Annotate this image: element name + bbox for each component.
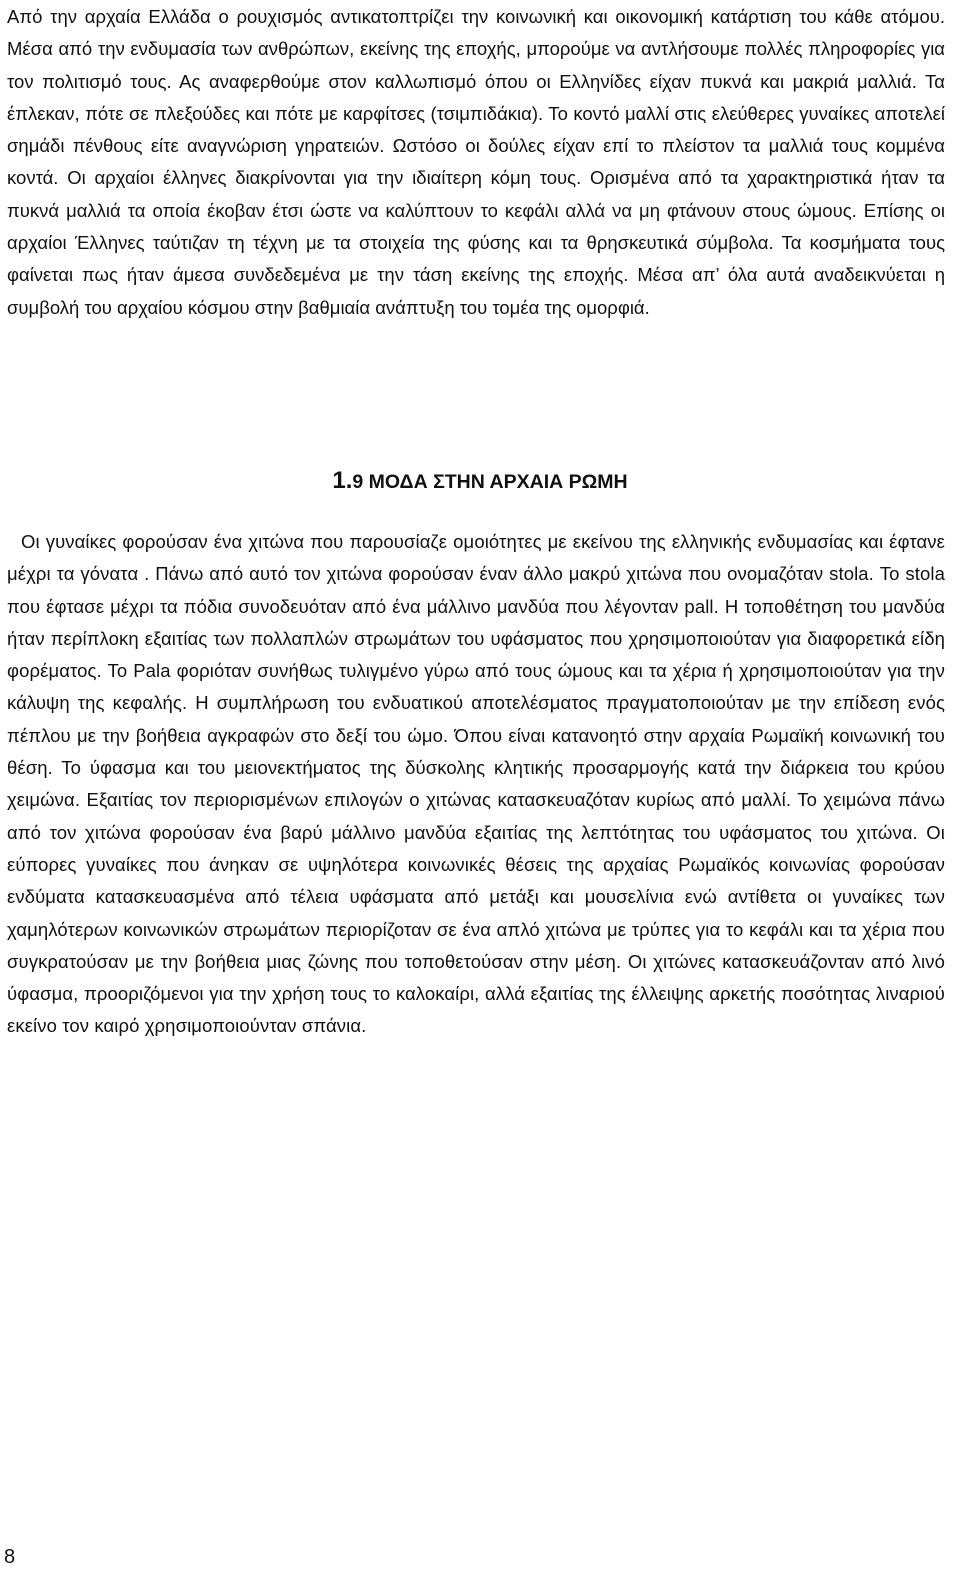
- page-number: 8: [4, 1546, 16, 1568]
- section-heading: [0, 465, 960, 498]
- body-paragraph-text: Οι γυναίκες φορούσαν ένα χιτώνα που παρουσίαζε ομοιότητες με εκείνου της ελληνικής ενδυμασίας και έφτανε μέχρι τα γόνατα . Πάνω από αυτό τον χιτώνα φορούσαν έναν άλλο μακρύ χιτώνα που ονομαζόταν stola. Το stola που έφτασε μέχρι τα πόδια συνοδευόταν από ένα μάλλινο μανδύα που λέγονταν pall. Η τοποθέτηση του μανδύα ήταν περίπλοκη εξαιτίας των πολλαπλών στρωμάτων του υφάσματος που χρησιμοποιούταν για διαφορετικά είδη φορέματος. Το Pala φοριόταν συνήθως τυλιγμένο γύρω από τους ώμους και τα χέρια ή χρησιμοποιούταν για την κάλυψη της κεφαλής. Η συμπλήρωση του ενδυατικού αποτελέσματος πραγματοποιούταν με την επίδεση ενός πέπλου με την βοήθεια αγκραφών στο δεξί του ώμο. Όπου είναι κατανοητό στην αρχαία Ρωμαϊκή κοινωνική του θέση. Το ύφασμα και του μειονεκτήματος της δύσκολης κλητικής προσαρμογής κατά την διάρκεια του κρύου χειμώνα. Εξαιτίας τον περιορισμένων επιλογών ο χιτώνας κατασκευαζόταν κυρίως από μαλλί. Το χειμώνα πάνω από τον χιτώνα φορούσαν ένα βαρύ μάλλινο μανδύα εξαιτίας της λεπτότητας του υφάσματος του χιτώνα. Οι εύπορες γυναίκες που άνηκαν σε υψηλότερα κοινωνικές θέσεις της αρχαίας Ρωμαϊκός κοινωνίας φορούσαν ενδύματα κατασκευασμένα από τέλεια υφάσματα από μετάξι και μουσελίνια ενώ αντίθετα οι γυναίκες των χαμηλότερων κοινωνικών στρωμάτων περιορίζοταν σε ένα απλό χιτώνα με τρύπες για το κεφάλι και τα χέρια που συγκρατούσαν με την βοήθεια μιας ζώνης που τοποθετούσαν στην μέση. Οι χιτώνες κατασκευάζονταν από λινό ύφασμα, προοριζόμενοι για την χρήση τους το καλοκαίρι, αλλά εξαιτίας της έλλειψης αρκετής ποσότητας λιναριού εκείνο τον καιρό χρησιμοποιούνταν σπάνια.: [7, 531, 945, 1037]
- section-number: 1.: [332, 467, 353, 494]
- body-paragraph: Από την αρχαία Ελλάδα ο ρουχισμός αντικατοπτρίζει την κοινωνική και οικονομική κατάρτιση του κάθε ατόμου. Μέσα από την ενδυμασία των ανθρώπων, εκείνης της εποχής, μπορούμε να αντλήσουμε πολλές πληροφορίες για τον πολιτισμό τους. Ας αναφερθούμε στον καλλωπισμό όπου οι Ελληνίδες είχαν πυκνά και μακριά μαλλιά. Τα έπλεκαν, πότε σε πλεξούδες και πότε με καρφίτσες (τσιμπιδάκια). Το κοντό μαλλί στις ελεύθερες γυναίκες αποτελεί σημάδι πένθους είτε αναγνώριση γηρατειών. Ωστόσο οι δούλες είχαν επί το πλείστον τα μαλλιά τους κομμένα κοντά. Οι αρχαίοι έλληνες διακρίνονται για την ιδιαίτερη κόμη τους. Ορισμένα από τα χαρακτηριστικά ήταν τα πυκνά μαλλιά τα οποία έκοβαν έτσι ώστε να καλύπτουν το κεφάλι αλλά να μη φτάνουν στους ώμους. Επίσης οι αρχαίοι Έλληνες ταύτιζαν τη τέχνη με τα στοιχεία της φύσης και τα θρησκευτικά σύμβολα. Τα κοσμήματα τους φαίνεται πως ήταν άμεσα συνδεδεμένα με την τάση εκείνης της εποχής. Μέσα απ’ όλα αυτά αναδεικνύεται η συμβολή του αρχαίου κόσμου στην βαθμιαία ανάπτυξη του τομέα της ομορφιά.: [7, 6, 945, 318]
- body-paragraph-section: [7, 526, 945, 1043]
- section-title: 9 ΜΟΔΑ ΣΤΗΝ ΑΡΧΑΙΑ ΡΩΜΗ: [352, 471, 628, 493]
